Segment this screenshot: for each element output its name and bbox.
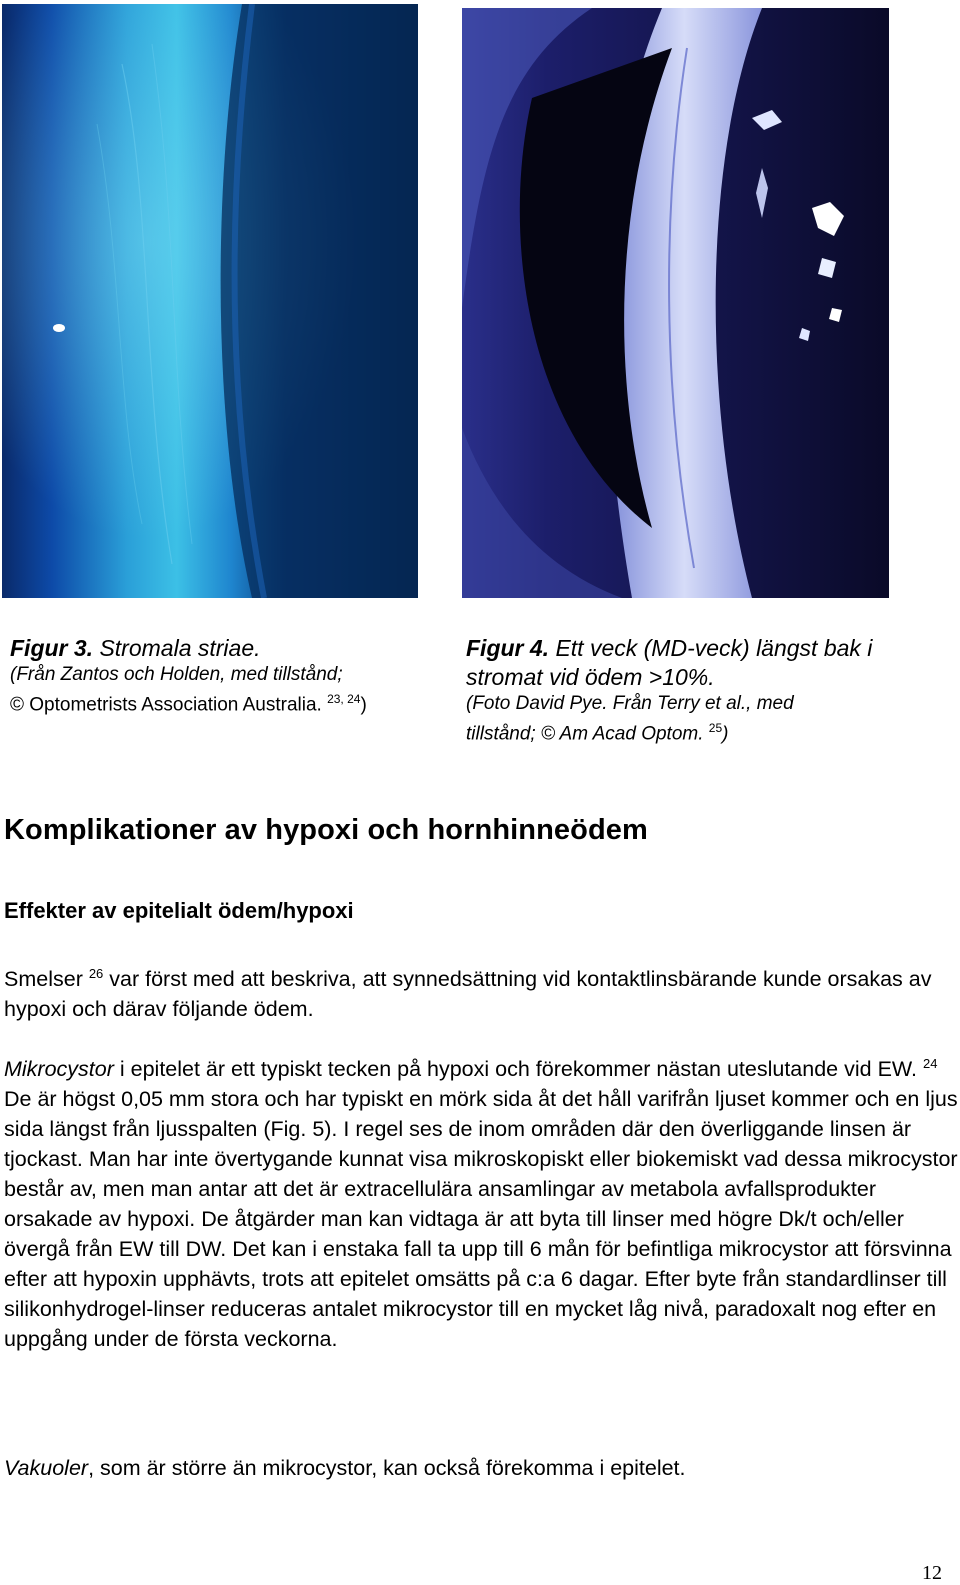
subsection-heading: Effekter av epitelialt ödem/hypoxi <box>4 898 354 923</box>
figure-4-caption <box>466 634 886 746</box>
figure-3-photo <box>2 4 418 598</box>
p3-text-a: , som är större än mikrocystor, kan också förekomma i epitelet. <box>88 1456 686 1480</box>
p1-ref: 26 <box>88 965 104 981</box>
figure-4-title: Ett veck (MD-veck) längst bak i stromat vid ödem >10%. <box>466 635 873 690</box>
figure-3-caption <box>10 634 450 717</box>
p3-term: Vakuoler <box>4 1456 89 1480</box>
p1-text-a: Smelser <box>4 967 89 991</box>
paragraph-smelser <box>4 964 959 1024</box>
paragraph-vakuoler <box>4 1453 959 1483</box>
figure-3-label: Figur 3. <box>10 635 94 661</box>
figure-3-title: Stromala striae. <box>93 635 261 661</box>
p2-text-b: De är högst 0,05 mm stora och har typiskt en mörk sida åt det håll varifrån ljuset kommer och en ljus sida längst från ljusspalten (Fig. 5). I regel ses de inom områden där den överliggande linsen är tjockast. Man har inte övertygande kunnat visa mikroskopiskt eller biokemiskt vad dessa mikrocystor består av, men man antar att det är extracellulära ansamlingar av metabola avfallsprodukter orsakade av hypoxi. De åtgärder man kan vidtaga är att byta till linser med högre Dk/t och/eller övergå från EW till DW. Det kan i enstaka fall ta upp till 6 mån för befintliga mikrocystor att försvinna efter att hypoxin upphävts, trots att epitelet omsätts på c:a 6 dagar. Efter byte från standardlinser till silikonhydrogel-linser reduceras antalet mikrocystor till en mycket låg nivå, paradoxalt nog efter en uppgång under de första veckorna. <box>4 1087 958 1351</box>
figure-3-refs: 23, 24 <box>327 692 361 706</box>
figure-4-credit: (Foto David Pye. Från Terry et al., med tillstånd; © Am Acad Optom. <box>466 693 794 745</box>
figure-3-credit-line2: © Optometrists Association Australia. <box>10 694 322 716</box>
figure-4-photo <box>462 8 889 598</box>
p1-text-b: var först med att beskriva, att synnedsättning vid kontaktlinsbärande kunde orsakas av hypoxi och därav följande ödem. <box>4 967 932 1021</box>
figure-4-ref: 25 <box>708 721 723 735</box>
figure-4-close: ) <box>722 723 729 745</box>
figure-3-close: ) <box>360 694 367 716</box>
figure-3-credit-line1: (Från Zantos och Holden, med tillstånd; <box>10 664 343 685</box>
paragraph-mikrocystor <box>4 1054 959 1354</box>
p2-term: Mikrocystor <box>4 1057 114 1081</box>
p2-ref: 24 <box>922 1055 938 1071</box>
figure-4-label: Figur 4. <box>466 635 550 661</box>
page-number: 12 <box>922 1562 942 1584</box>
section-heading: Komplikationer av hypoxi och hornhinneödem <box>4 814 648 846</box>
p2-text-a: i epitelet är ett typiskt tecken på hypoxi och förekommer nästan uteslutande vid EW. <box>113 1057 923 1081</box>
